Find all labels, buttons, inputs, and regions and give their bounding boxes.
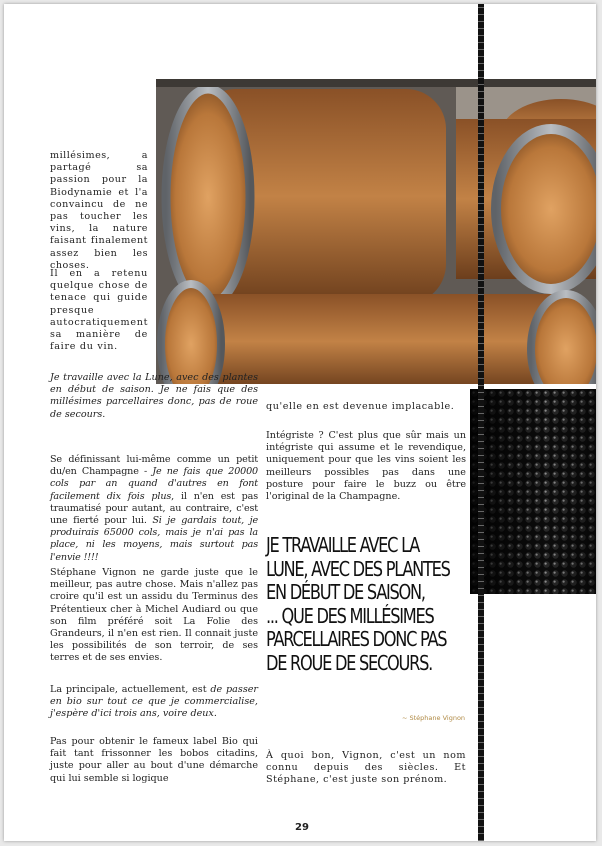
barrels-photo xyxy=(156,79,596,384)
col1-paragraph-7: Pas pour obtenir le fameux label Bio qui fait tant frissonner les bobos citadins, juste pour aller au bout d'une démarche qui lui semble si logique xyxy=(50,736,258,784)
col1-p6-italic: de passer en bio sur tout ce que je commercialise, j'espère d'ici trois ans, voire deux. xyxy=(50,684,259,720)
bottle-rack-illustration xyxy=(470,389,596,594)
pull-quote-line-3: EN DÉBUT DE SAISON, xyxy=(266,580,425,605)
col1-p4-text-a: Se définissant lui-même comme un petit du/en Champagne - xyxy=(50,454,258,478)
col2-paragraph-1: qu'elle en est devenue implacable. xyxy=(266,401,455,412)
bottles-photo xyxy=(470,389,596,594)
col1-paragraph-4 xyxy=(50,454,258,564)
pull-quote xyxy=(266,533,450,676)
pull-quote-line-4: ... QUE DES MILLÉSIMES xyxy=(266,603,434,628)
col1-paragraph-3 xyxy=(50,372,258,421)
pull-quote-line-1: JE TRAVAILLE AVEC LA xyxy=(266,533,420,557)
magazine-page xyxy=(4,4,596,841)
col1-p4-italic-b: Si je gardais tout, je produirais 65000 cols, mais je n'ai pas la place, ni les moyens, mais surtout pas l'envie !!!! xyxy=(50,515,258,563)
pull-quote-line-6: DE ROUE DE SECOURS. xyxy=(266,650,433,675)
col1-paragraph-2: Il en a retenu quelque chose de tenace qui guide presque autocratiquement sa manière de faire du vin. xyxy=(50,268,149,353)
col2-paragraph-3: À quoi bon, Vignon, c'est un nom connu depuis des siècles. Et Stéphane, c'est juste son prénom. xyxy=(266,750,466,786)
col1-paragraph-5: Stéphane Vignon ne garde juste que le meilleur, pas autre chose. Mais n'allez pas croire qu'il est un assidu du Terminus des Prétentieux cher à Michel Audiard ou que son film préféré soit La Folie des Grandeurs, il n'en est rien. Il connait juste les possibilités de son terroir, de ses terres et de ses envies. xyxy=(50,567,258,664)
page-number: 29 xyxy=(295,822,309,833)
pull-quote-line-5: PARCELLAIRES DONC PAS xyxy=(266,627,447,652)
col1-paragraph-6 xyxy=(50,684,258,721)
decorative-vertical-stripe xyxy=(478,4,484,841)
col1-quote-italic: Je travaille avec la Lune, avec des plantes en début de saison. Je ne fais que des millésimes parcellaires donc, pas de roue de secours. xyxy=(50,372,258,420)
pull-quote-line-2: LUNE, AVEC DES PLANTES xyxy=(266,556,450,581)
col1-p4-italic-a: Je ne fais que 20000 cols par an quand d'autres en font facilement dix fois plus xyxy=(50,466,259,502)
barrels-illustration xyxy=(156,79,596,384)
pull-quote-author: ~ Stéphane Vignon xyxy=(402,714,466,722)
col1-paragraph-1: millésimes, a partagé sa passion pour la Biodynamie et l'a convaincu de ne pas toucher les vins, la nature faisant finalement assez bien les choses. xyxy=(50,150,148,271)
col1-p4-text-b: , il n'en est pas traumatisé pour autant, au contraire, c'est une fierté pour lui. xyxy=(50,490,258,527)
col1-p6-text: La principale, actuellement, est xyxy=(50,684,211,695)
col2-paragraph-2: Intégriste ? C'est plus que sûr mais un intégriste qui assume et le revendique, uniquement pour que les vins soient les meilleurs possibles pas dans une posture pour faire le buzz ou être l'original de la Champagne. xyxy=(266,430,466,503)
